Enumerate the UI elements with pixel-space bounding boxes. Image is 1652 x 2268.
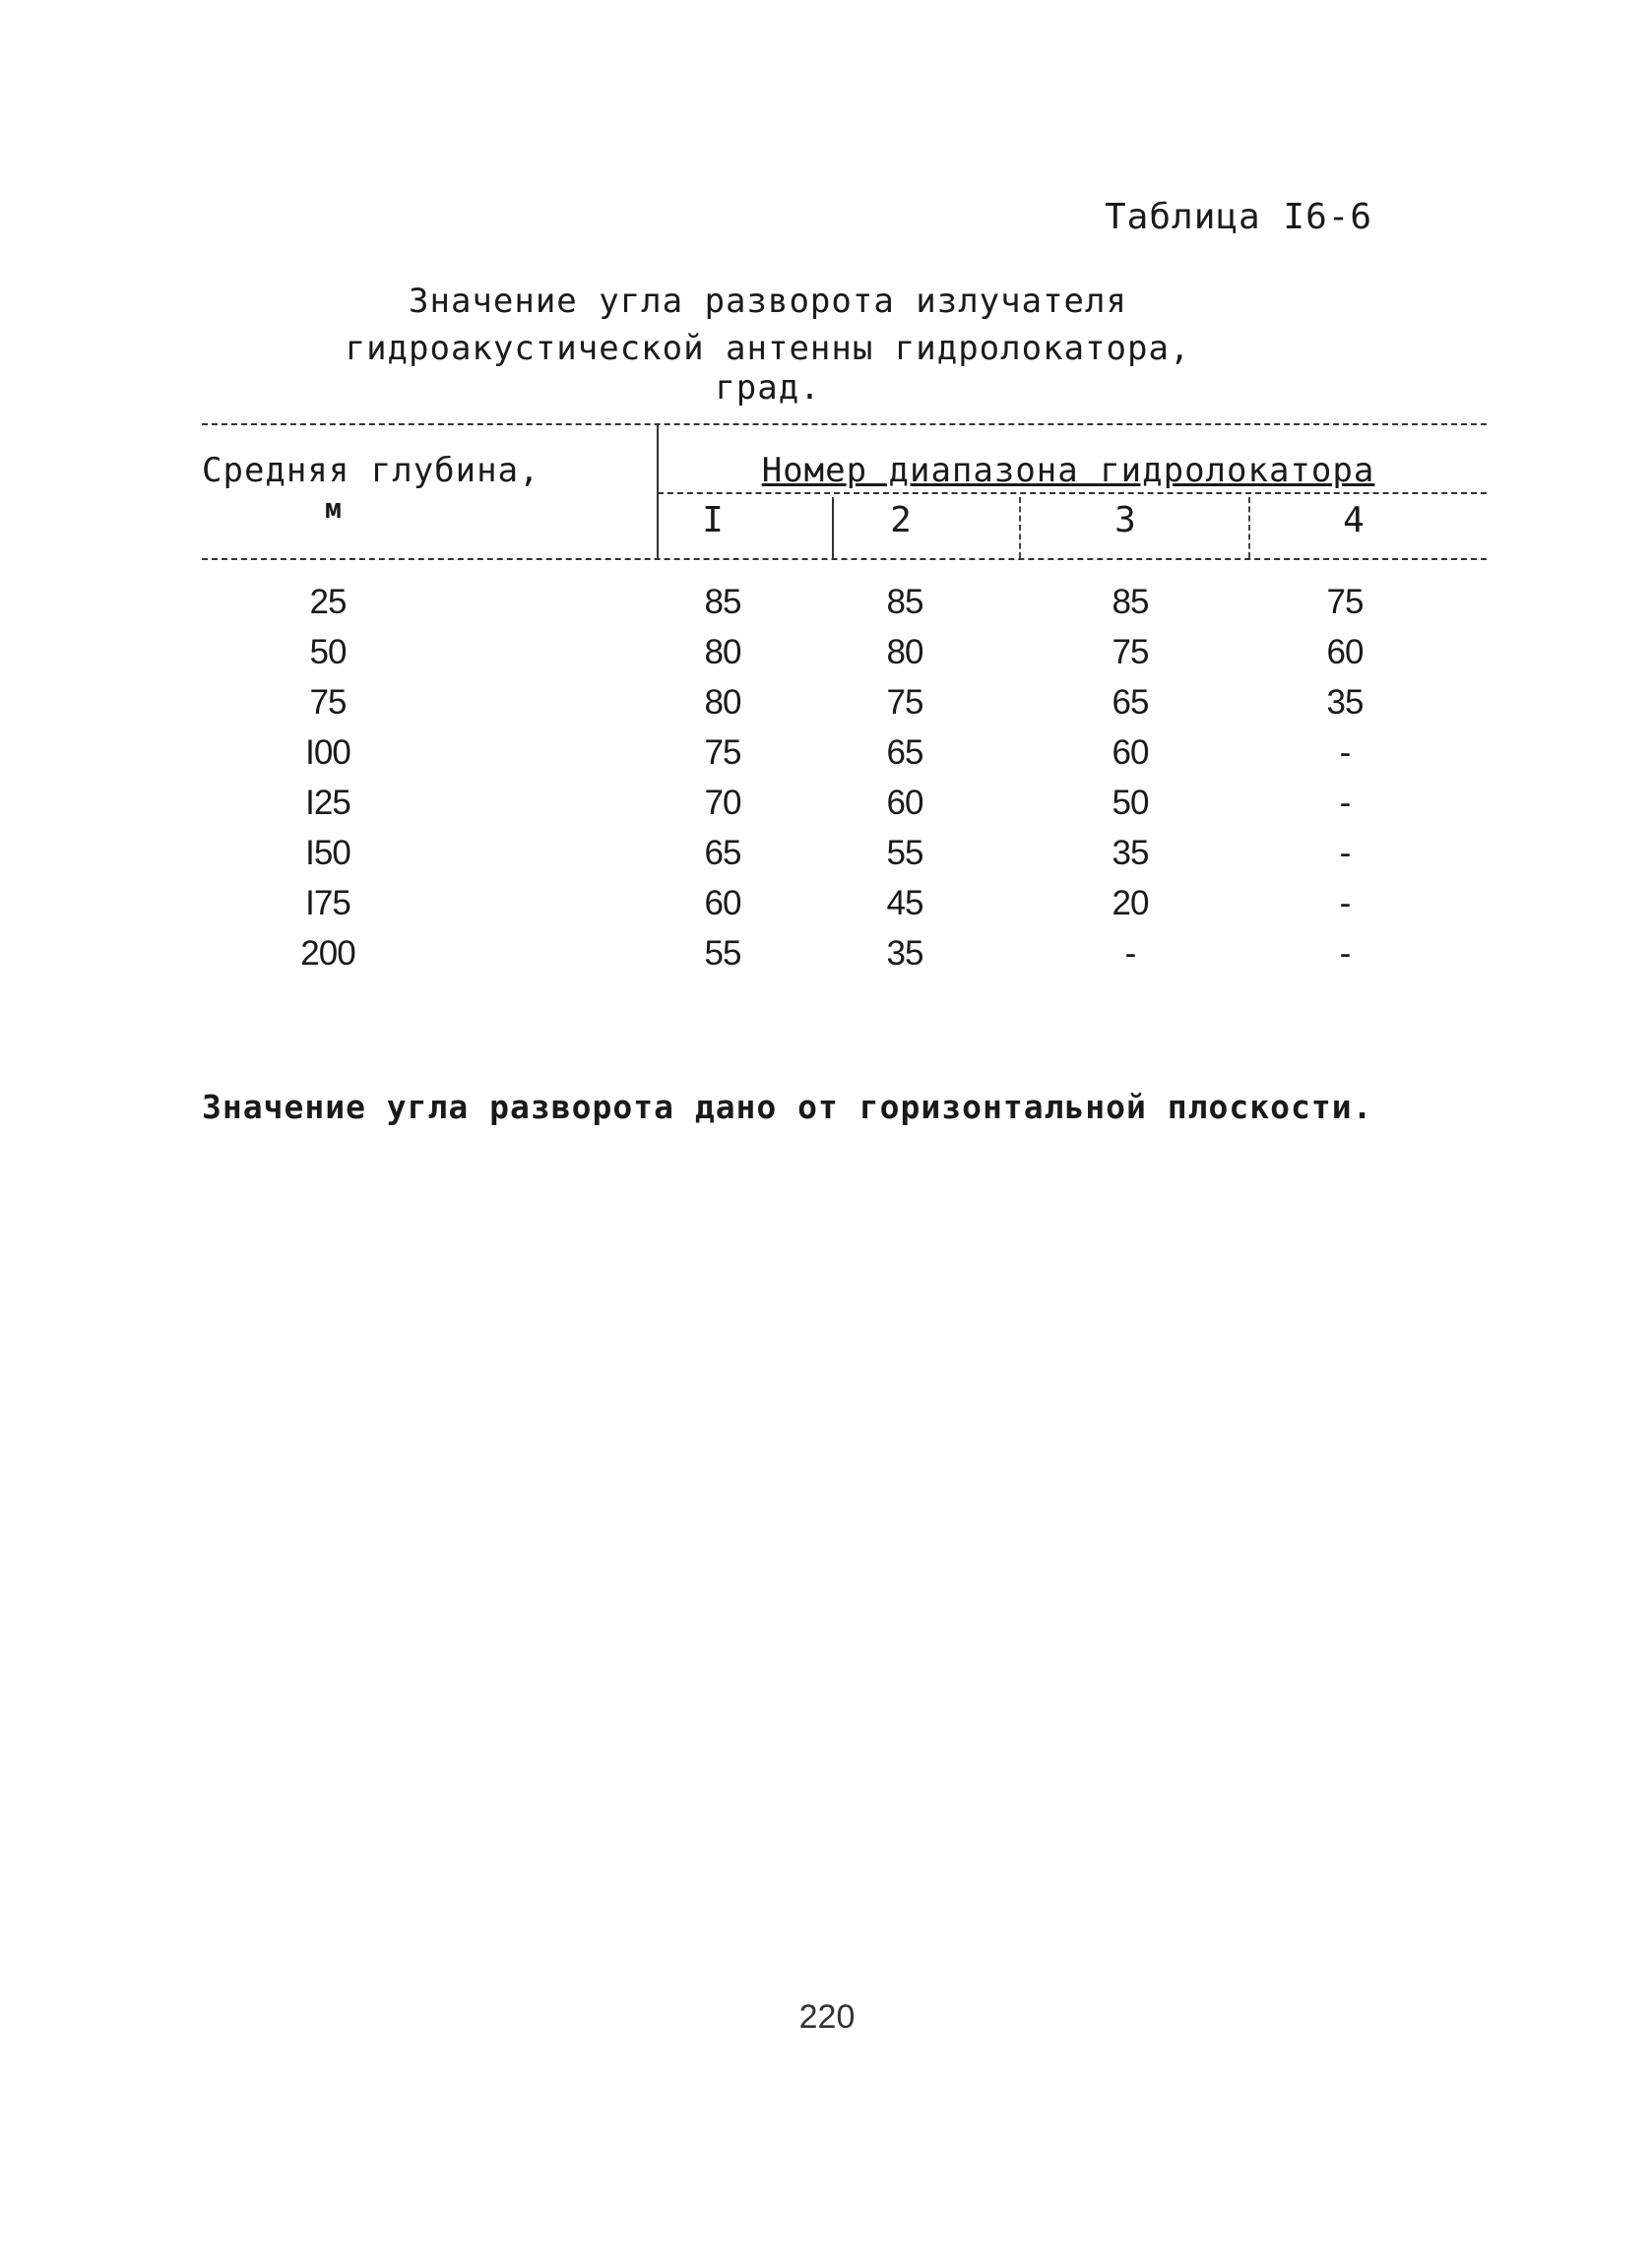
table-row [0,633,1652,682]
table-row [0,834,1652,883]
value-cell: 85 [704,583,741,621]
value-cell: 85 [886,583,923,621]
value-cell: 60 [1326,633,1364,671]
value-cell: - [1339,834,1351,872]
value-cell: 75 [1326,583,1364,621]
value-cell: 60 [886,784,923,822]
value-cell: 75 [886,683,923,722]
table-row [0,784,1652,833]
depth-column-header: Средняя глубина, [202,451,540,490]
value-cell: 85 [1112,583,1149,621]
range-column-header-4: 4 [1343,500,1365,540]
table-row [0,934,1652,983]
depth-cell: 75 [309,683,347,722]
depth-cell: I50 [305,834,350,872]
value-cell: 60 [1112,733,1149,772]
depth-cell: 200 [300,934,355,973]
page-number: 220 [798,1998,856,2036]
range-group-header: Номер диапазона гидролокатора [761,451,1375,490]
value-cell: 80 [704,633,741,671]
value-cell: - [1339,934,1351,973]
depth-cell: 25 [309,583,347,621]
table-row [0,884,1652,933]
depth-cell: I25 [305,784,350,822]
value-cell: 35 [886,934,923,973]
table-top-rule [202,423,1487,425]
table-footnote: Значение угла разворота дано от горизонтальной плоскости. [202,1088,1373,1126]
range-column-header-1: I [702,500,724,540]
header-divider-col-4 [1248,497,1250,558]
table-caption-line-2: гидроакустической антенны гидролокатора, град. [345,329,1191,408]
value-cell: 35 [1326,683,1364,722]
depth-unit-label: м [325,492,342,525]
value-cell: 45 [886,884,923,922]
depth-cell: I00 [305,733,350,772]
value-cell: 35 [1112,834,1149,872]
value-cell: 65 [886,733,923,772]
value-cell: 55 [704,934,741,973]
value-cell: 55 [886,834,923,872]
depth-cell: 50 [309,633,347,671]
value-cell: - [1339,884,1351,922]
value-cell: 75 [704,733,741,772]
table-label: Таблица I6-6 [1105,197,1373,237]
value-cell: 65 [704,834,741,872]
value-cell: - [1339,784,1351,822]
value-cell: 70 [704,784,741,822]
value-cell: - [1339,733,1351,772]
value-cell: 75 [1112,633,1149,671]
header-bottom-rule [202,558,1487,560]
table-row [0,683,1652,732]
range-column-header-2: 2 [890,500,912,540]
table-row [0,583,1652,632]
value-cell: 50 [1112,784,1149,822]
value-cell: 20 [1112,884,1149,922]
value-cell: 80 [886,633,923,671]
header-group-rule [658,492,1487,494]
table-row [0,733,1652,783]
value-cell: 80 [704,683,741,722]
value-cell: - [1124,934,1136,973]
range-column-header-3: 3 [1114,500,1136,540]
value-cell: 65 [1112,683,1149,722]
value-cell: 60 [704,884,741,922]
depth-cell: I75 [305,884,350,922]
header-divider-col-3 [1019,497,1021,558]
table-caption-line-1: Значение угла разворота излучателя [409,282,1127,321]
